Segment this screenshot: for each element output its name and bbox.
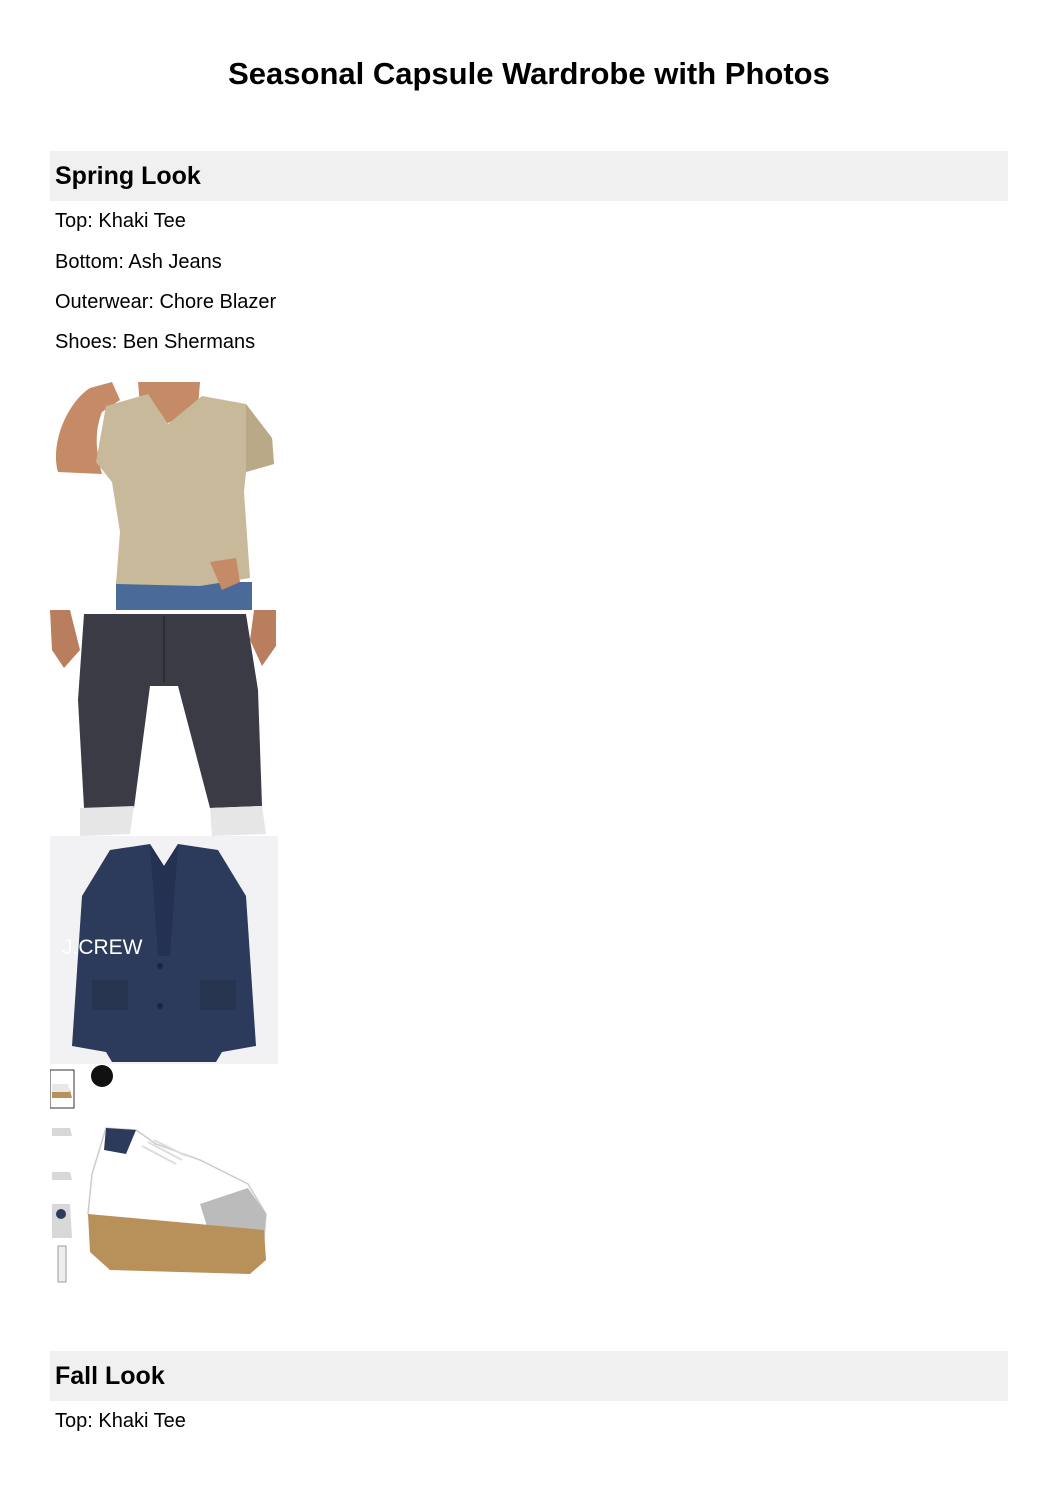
spring-bottom-item: Bottom: Ash Jeans	[55, 251, 222, 273]
spring-outerwear-item: Outerwear: Chore Blazer	[55, 291, 277, 313]
brand-watermark: J.CREW	[62, 936, 143, 959]
section-heading-fall: Fall Look	[50, 1351, 1008, 1401]
khaki-tee-photo	[50, 382, 278, 610]
fall-top-item: Top: Khaki Tee	[55, 1410, 186, 1432]
ben-sherman-sneaker-photo	[50, 1064, 278, 1290]
page-title: Seasonal Capsule Wardrobe with Photos	[228, 56, 830, 91]
chore-blazer-photo	[50, 836, 278, 1064]
spring-top-item: Top: Khaki Tee	[55, 210, 186, 232]
spring-shoes-item: Shoes: Ben Shermans	[55, 331, 256, 353]
ash-jeans-photo	[50, 610, 278, 836]
section-heading-spring: Spring Look	[50, 151, 1008, 201]
